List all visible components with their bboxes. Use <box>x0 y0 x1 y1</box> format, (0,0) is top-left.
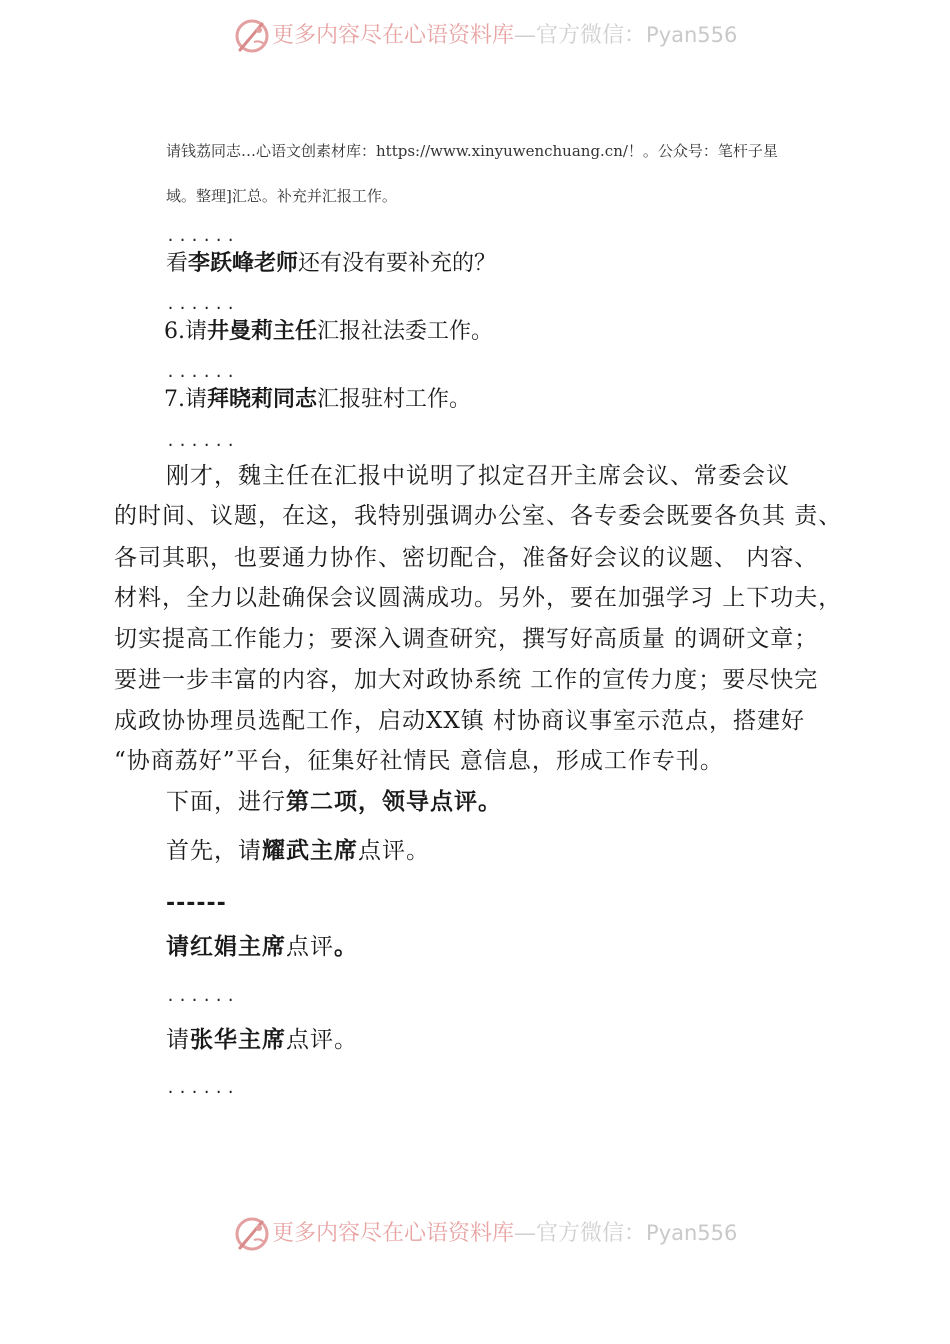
item-7-post: 汇报驻村工作。 <box>317 387 472 412</box>
banner-slogan: 更多内容尽在心语资料库 <box>272 1221 515 1246</box>
header-banner <box>0 14 950 58</box>
paragraph-line: 材料，全力以赴确保会议圆满成功。另外，要在加强学习 上下功夫， <box>114 585 843 611</box>
intro-line-2: 域。整理]汇总。补充并汇报工作。 <box>166 187 397 205</box>
item-7-pre: 7.请 <box>164 387 207 412</box>
paragraph-line: 成政协协理员选配工作，启动XX镇 村协商议事室示范点，搭建好 <box>114 708 806 734</box>
ellipsis-separator: ...... <box>166 432 239 450</box>
review-intro-line <box>166 786 502 818</box>
review-first-name: 耀武主席 <box>262 838 358 864</box>
ellipsis-separator: ...... <box>166 1079 239 1097</box>
ask-li-post: 还有没有要补充的？ <box>298 251 497 276</box>
paragraph-line: 要进一步丰富的内容，加大对政协系统 工作的宣传力度；要尽快完 <box>114 667 819 693</box>
item-7-line <box>164 385 471 415</box>
item-6-pre: 6.请 <box>164 319 207 344</box>
ellipsis-separator: ...... <box>166 987 239 1005</box>
item-6-post: 汇报社法委工作。 <box>317 319 494 344</box>
ellipsis-separator: ...... <box>166 295 239 313</box>
review-second-end: 。 <box>334 934 358 960</box>
banner-dash: — <box>514 23 537 48</box>
item-6-line <box>164 317 493 347</box>
review-second-post: 点评 <box>286 934 334 960</box>
paragraph-line: 各司其职，也要通力协作、密切配合，准备好会议的议题、 内容、 <box>114 545 819 571</box>
review-third-post: 点评。 <box>286 1027 358 1053</box>
brush-logo-icon <box>232 16 272 56</box>
review-first-post: 点评。 <box>358 838 430 864</box>
review-second-line <box>166 931 358 963</box>
paragraph-line: “协商荔好”平台，征集好社情民 意信息，形成工作专刊。 <box>114 748 724 774</box>
banner-wechat-label: 官方微信： <box>536 1221 647 1246</box>
ask-li-name: 李跃峰老师 <box>188 251 299 276</box>
review-second-name: 请红娟主席 <box>166 934 286 960</box>
paragraph-line: 的时间、议题，在这，我特别强调办公室、各专委会既要各负其 责、 <box>114 503 843 529</box>
ask-li-line <box>166 249 496 279</box>
brush-logo-icon <box>232 1214 272 1254</box>
bold-dash-separator: ------ <box>166 891 227 916</box>
review-intro-bold: 第二项，领导点评。 <box>286 789 502 815</box>
banner-text <box>272 20 737 51</box>
ask-li-pre: 看 <box>166 251 189 276</box>
review-third-line <box>166 1024 358 1056</box>
banner-slogan: 更多内容尽在心语资料库 <box>272 23 515 48</box>
item-6-name: 井曼莉主任 <box>207 319 318 344</box>
footer-banner <box>0 1212 950 1256</box>
paragraph-line: 切实提高工作能力；要深入调查研究，撰写好高质量 的调研文章； <box>114 626 819 652</box>
banner-wechat-id: Pyan556 <box>646 1221 738 1245</box>
ellipsis-separator: ...... <box>166 227 239 245</box>
ellipsis-separator: ...... <box>166 363 239 381</box>
review-first-pre: 首先，请 <box>166 838 262 864</box>
banner-dash: — <box>514 1221 537 1246</box>
banner-text <box>272 1218 737 1249</box>
intro-line-1: 请钱荔同志…心语文创素材库：https://www.xinyuwenchuang.cn/！。公众号：笔杆子星 <box>166 142 778 160</box>
item-7-name: 拜晓莉同志 <box>207 387 318 412</box>
review-third-pre: 请 <box>166 1027 190 1053</box>
review-third-name: 张华主席 <box>190 1027 286 1053</box>
banner-wechat-label: 官方微信： <box>536 23 647 48</box>
banner-wechat-id: Pyan556 <box>646 23 738 47</box>
review-first-line <box>166 835 430 867</box>
review-intro-pre: 下面，进行 <box>166 789 286 815</box>
paragraph-line: 刚才，魏主任在汇报中说明了拟定召开主席会议、常委会议 <box>166 463 790 489</box>
